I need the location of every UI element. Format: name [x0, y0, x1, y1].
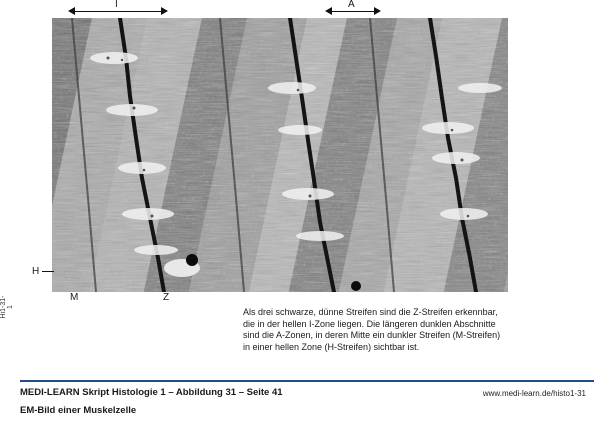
- a-band-label: A: [348, 0, 355, 10]
- i-band-arrow: [68, 7, 168, 15]
- caption-line: Als drei schwarze, dünne Streifen sind die Z-Streifen erkennbar,: [243, 307, 498, 317]
- h-zone-label: H: [32, 266, 40, 277]
- caption-line: in einer hellen Zone (H-Streifen) sichtbar ist.: [243, 341, 420, 352]
- muscle-micrograph-image: [52, 18, 508, 292]
- h-zone-tick: [42, 271, 54, 272]
- i-band-label: I: [115, 0, 118, 10]
- footer-url-link[interactable]: www.medi-learn.de/histo1-31: [482, 389, 586, 398]
- figure-caption: [243, 307, 543, 353]
- footer-subtitle: EM-Bild einer Muskelzelle: [20, 405, 137, 416]
- z-line-label: Z: [163, 292, 170, 303]
- figure-code: Hi1-31-1: [0, 295, 14, 319]
- footer-divider: [20, 380, 594, 382]
- caption-line: die in der hellen I-Zone liegen. Die längeren dunklen Abschnitte: [243, 318, 496, 329]
- footer-title: MEDI-LEARN Skript Histologie 1 – Abbildung 31 – Seite 41: [20, 387, 283, 398]
- caption-line: sind die A-Zonen, in deren Mitte ein dunkler Streifen (M-Streifen): [243, 330, 501, 340]
- m-line-label: M: [70, 292, 79, 303]
